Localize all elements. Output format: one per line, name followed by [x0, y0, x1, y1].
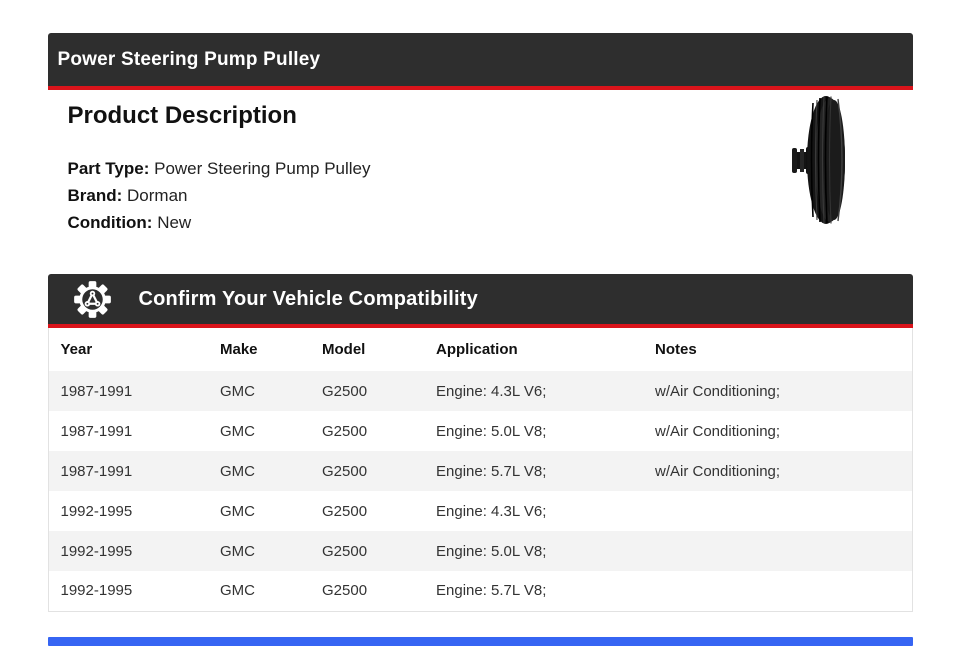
table-cell: 1987-1991: [60, 422, 133, 440]
product-title-bar: [48, 33, 913, 90]
table-cell: G2500: [322, 462, 368, 480]
table-header-row: [48, 328, 912, 371]
table-cell: GMC: [220, 542, 255, 560]
table-cell: GMC: [220, 422, 255, 440]
field-condition-label: Condition:: [67, 213, 153, 232]
compatibility-header-bar: [48, 274, 913, 328]
pulley-photo-graphic: [786, 93, 870, 233]
table-row: [48, 491, 912, 531]
table-cell: Engine: 5.7L V8;: [436, 462, 547, 480]
table-row: [48, 451, 912, 491]
table-cell: w/Air Conditioning;: [655, 422, 781, 440]
table-cell: Engine: 5.0L V8;: [436, 542, 547, 560]
gear-with-belt-pulleys-icon: [72, 279, 113, 320]
table-cell: G2500: [322, 542, 368, 560]
table-cell: GMC: [220, 382, 255, 400]
table-row: [48, 411, 912, 451]
product-image: [786, 93, 870, 233]
table-cell: w/Air Conditioning;: [655, 462, 781, 480]
table-cell: GMC: [220, 582, 255, 600]
table-cell: 1992-1995: [60, 502, 133, 520]
table-cell: GMC: [220, 462, 255, 480]
table-cell: [643, 531, 912, 571]
table-cell: GMC: [220, 502, 255, 520]
table-cell: w/Air Conditioning;: [655, 382, 781, 400]
column-header-model: Model: [322, 341, 366, 358]
product-description-heading: Product Description: [67, 102, 297, 129]
field-part-type-value: Power Steering Pump Pulley: [154, 159, 371, 178]
field-part-type-label: Part Type:: [67, 159, 150, 178]
table-cell: [643, 571, 912, 611]
table-cell: 1992-1995: [60, 542, 133, 560]
column-header-make: Make: [220, 341, 258, 358]
table-row: [48, 531, 912, 571]
table-row: [48, 371, 912, 411]
compatibility-table-body: [48, 371, 912, 611]
field-brand-value: Dorman: [127, 186, 188, 205]
table-cell: [643, 491, 912, 531]
table-row: [48, 571, 912, 611]
column-header-year: Year: [60, 341, 93, 358]
table-cell: 1987-1991: [60, 462, 133, 480]
footer-accent-bar: [48, 637, 913, 646]
table-cell: Engine: 4.3L V6;: [436, 382, 547, 400]
column-header-application: Application: [436, 341, 518, 358]
table-cell: G2500: [322, 502, 368, 520]
compatibility-heading: Confirm Your Vehicle Compatibility: [138, 287, 478, 310]
table-cell: 1992-1995: [60, 582, 133, 600]
product-title: Power Steering Pump Pulley: [57, 48, 321, 70]
field-brand-label: Brand:: [67, 186, 123, 205]
table-cell: Engine: 5.0L V8;: [436, 422, 547, 440]
listing-page: [48, 33, 913, 646]
table-cell: G2500: [322, 382, 368, 400]
compatibility-table: [48, 328, 913, 612]
table-cell: G2500: [322, 422, 368, 440]
field-condition-value: New: [157, 213, 192, 232]
table-cell: Engine: 4.3L V6;: [436, 502, 547, 520]
table-cell: G2500: [322, 582, 368, 600]
column-header-notes: Notes: [655, 341, 697, 358]
table-cell: Engine: 5.7L V8;: [436, 582, 547, 600]
table-cell: 1987-1991: [60, 382, 133, 400]
